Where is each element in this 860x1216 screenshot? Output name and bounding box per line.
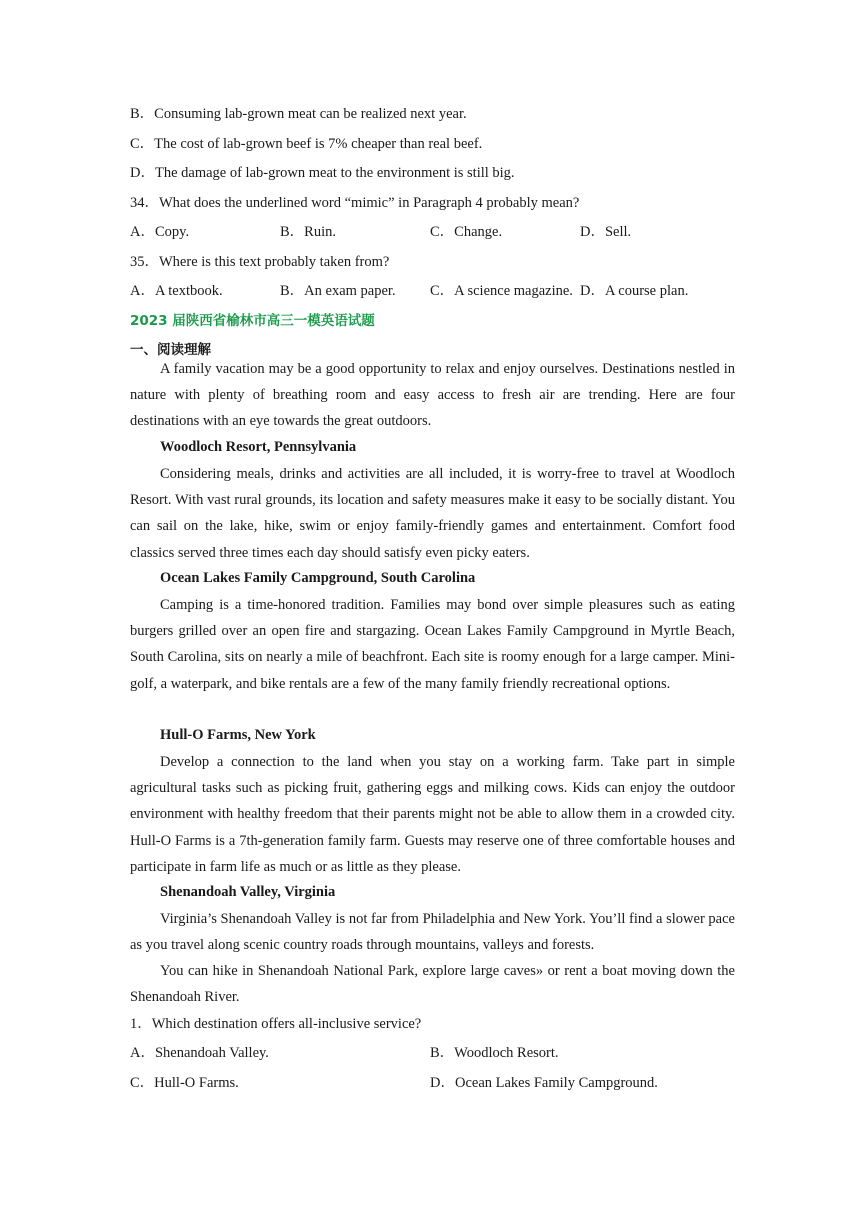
- destination-heading-shenandoah: Shenandoah Valley, Virginia: [160, 884, 336, 900]
- destination-paragraph-shenandoah-2: You can hike in Shenandoah National Park, explore large caves» or rent a boat moving down the Shenandoah River.: [130, 963, 735, 1006]
- destination-paragraph-woodloch: Considering meals, drinks and activities are all included, it is worry-free to travel at Woodloch Resort. With vast rural grounds, its location and safety measures make it easy to be socially distant. You can sail on the lake, hike, swim or enjoy family-friendly games and entertainment. Comfort food classics served three times each day should satisfy even picky eaters.: [130, 466, 735, 561]
- q1-option-c: C．Hull-O Farms.: [130, 1075, 239, 1091]
- q35-option-c: C．A science magazine.: [430, 283, 573, 299]
- q35-option-b: B．An exam paper.: [280, 283, 396, 299]
- destination-paragraph-shenandoah-1: Virginia’s Shenandoah Valley is not far from Philadelphia and New York. You’ll find a slower pace as you travel along scenic country roads through mountains, valleys and forests.: [130, 911, 735, 954]
- q33-option-b: B．Consuming lab-grown meat can be realized next year.: [130, 106, 467, 122]
- q35-option-a: A．A textbook.: [130, 283, 223, 299]
- q1-option-a: A．Shenandoah Valley.: [130, 1045, 269, 1061]
- destination-heading-ocean-lakes: Ocean Lakes Family Campground, South Carolina: [160, 570, 476, 586]
- destination-heading-woodloch: Woodloch Resort, Pennsylvania: [160, 439, 357, 455]
- q34-option-b: B．Ruin.: [280, 224, 336, 240]
- destination-paragraph-ocean-lakes: Camping is a time-honored tradition. Families may bond over simple pleasures such as eating burgers grilled over an open fire and stargazing. Ocean Lakes Family Campground in Myrtle Beach, South Carolina, sits on nearly a mile of beachfront. Each site is roomy enough for a large camper. Mini-golf, a waterpark, and bike rentals are a few of the many family friendly recreational options.: [130, 597, 735, 692]
- destination-heading-hull-o: Hull-O Farms, New York: [160, 727, 316, 743]
- destination-paragraph-hull-o: Develop a connection to the land when you stay on a working farm. Take part in simple agricultural tasks such as picking fruit, gathering eggs and milking cows. Kids can enjoy the outdoor environment with healthy freedom that their parents might not be able to allow them in a crowded city. Hull-O Farms is a 7th-generation family farm. Guests may reserve one of three comfortable houses and participate in farm life as much or as little as they please.: [130, 754, 735, 875]
- q1-stem: 1．Which destination offers all-inclusive service?: [130, 1016, 422, 1032]
- q35-option-d: D．A course plan.: [580, 283, 689, 299]
- q34-stem: 34．What does the underlined word “mimic” in Paragraph 4 probably mean?: [130, 195, 580, 211]
- q33-option-d: D．The damage of lab-grown meat to the environment is still big.: [130, 165, 515, 181]
- q34-option-a: A．Copy.: [130, 224, 190, 240]
- passage-intro: A family vacation may be a good opportunity to relax and enjoy ourselves. Destinations nestled in nature with plenty of breathing room and easy access to fresh air are trending. Here are four destinations with an eye towards the great outdoors.: [130, 361, 735, 430]
- q33-option-c: C．The cost of lab-grown beef is 7% cheaper than real beef.: [130, 136, 483, 152]
- q1-option-b: B．Woodloch Resort.: [430, 1045, 559, 1061]
- q35-stem: 35．Where is this text probably taken from?: [130, 254, 390, 270]
- q34-option-d: D．Sell.: [580, 224, 632, 240]
- exam-title: 2023 届陕西省榆林市高三一模英语试题: [130, 313, 375, 329]
- section-title: 一、阅读理解: [130, 342, 211, 358]
- q1-option-d: D．Ocean Lakes Family Campground.: [430, 1075, 658, 1091]
- q34-option-c: C．Change.: [430, 224, 503, 240]
